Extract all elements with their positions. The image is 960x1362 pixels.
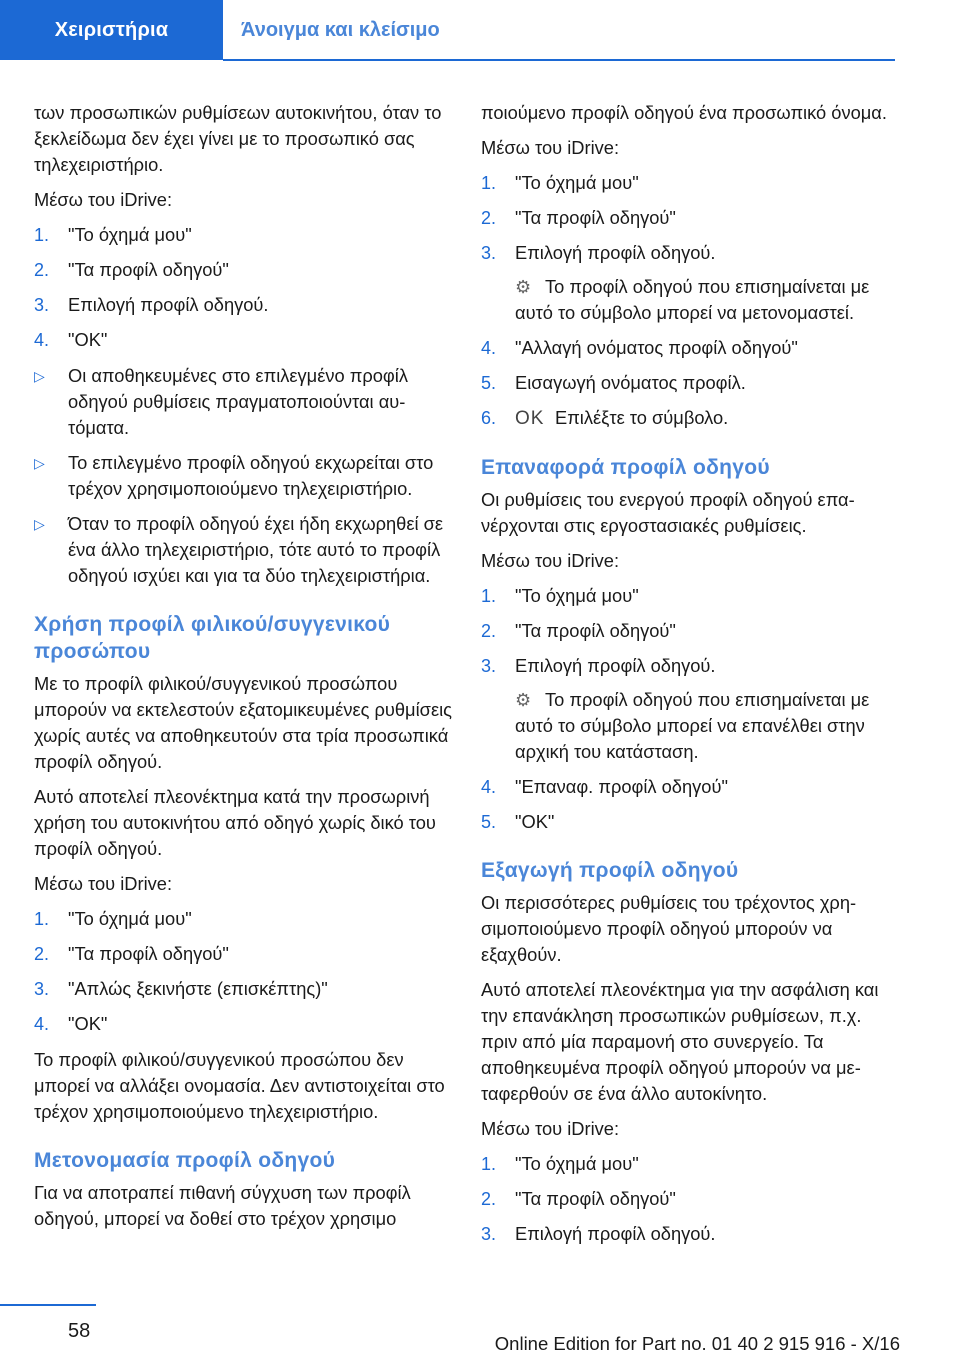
list-item [481,583,901,609]
bullet-text: Οι αποθηκευμένες στο επιλεγμένο προφίλ οδηγού ρυθμίσεις πραγματοποιούνται αυτόματα. [68,365,408,438]
note-text: Το προφίλ οδηγού που επισημαίνεται με αυτό το σύμβολο μπορεί να μετονομαστεί. [515,276,870,323]
step-number: 4. [481,777,497,797]
step-text: "Τα προφίλ οδηγού" [68,943,229,964]
step-text: "Το όχημά μου" [68,224,192,245]
step-number: 4. [34,1014,50,1034]
step-text: "OK" [515,811,555,832]
step-number: 2. [34,260,50,280]
triangle-bullet-icon: ▷ [34,368,45,384]
gear-icon: ⚙ [515,277,532,297]
list-item [481,653,901,765]
bullet-list [34,363,454,589]
list-item [34,941,454,967]
step-number: 1. [34,225,50,245]
numbered-list [34,222,454,353]
header-rule [223,59,895,61]
step-text: "Τα προφίλ οδηγού" [515,620,676,641]
left-column [34,100,454,1241]
list-item [34,292,454,318]
paragraph: Οι ρυθμίσεις του ενεργού προφίλ οδηγού επανέρχονται στις εργοστασιακές ρυθμίσεις. [481,489,855,536]
paragraph: των προσωπικών ρυθμίσεων αυτοκινήτου, όταν το ξεκλείδωμα δεν έχει γίνει με το προσωπικό σας τηλεχειριστήριο. [34,102,442,175]
paragraph: ποιούμενο προφίλ οδηγού ένα προσωπικό όνομα. [481,102,887,123]
step-number: 2. [481,621,497,641]
step-text: "Απλώς ξεκινήστε (επισκέπτης)" [68,978,328,999]
via-idrive-label: Μέσω του iDrive: [481,137,620,158]
step-number: 5. [481,373,497,393]
list-item [34,257,454,283]
step-text: Επιλογή προφίλ οδηγού. [68,294,269,315]
section-heading-reset-profile: Επαναφορά προφίλ οδηγού [481,456,770,479]
section-heading-rename-profile: Μετονομασία προφίλ οδηγού [34,1149,336,1172]
numbered-list [481,583,901,835]
step-text: "Επαναφ. προφίλ οδηγού" [515,776,728,797]
step-text: "Τα προφίλ οδηγού" [515,207,676,228]
list-item [481,1221,901,1247]
bullet-text: Το επιλεγμένο προφίλ οδηγού εκχωρείται στο τρέχον χρησιμοποιούμενο τηλεχειριστήριο. [68,452,434,499]
via-idrive-label: Μέσω του iDrive: [34,189,173,210]
step-number: 3. [481,656,497,676]
paragraph: Με το προφίλ φιλικού/συγγενικού προσώπου μπορούν να εκτελεστούν εξατομικευμένες ρυθμίσεις χωρίς αυτές να αποθηκευτούν στα τρία προσωπικά προφίλ οδηγού. [34,673,452,772]
right-column [481,100,901,1257]
footer-rule [0,1304,96,1306]
list-item [481,205,901,231]
step-number: 2. [481,1189,497,1209]
numbered-list [34,906,454,1037]
note [515,274,901,326]
section-heading-export-profile: Εξαγωγή προφίλ οδηγού [481,859,739,882]
list-item [34,906,454,932]
step-text: Εισαγωγή ονόματος προφίλ. [515,372,746,393]
ok-symbol-icon: OK [515,408,545,429]
list-item [481,618,901,644]
list-item [481,1151,901,1177]
page-number: 58 [68,1320,91,1342]
list-item [481,370,901,396]
step-text: "Το όχημά μου" [515,1153,639,1174]
paragraph: Αυτό αποτελεί πλεονέκτημα κατά την προσωρινή χρήση του αυτοκινήτου από οδηγό χωρίς δικό του προφίλ οδηγού. [34,786,436,859]
step-number: 1. [481,173,497,193]
step-number: 3. [34,979,50,999]
step-text: "Το όχημά μου" [515,172,639,193]
list-item [34,222,454,248]
step-text: "Το όχημά μου" [68,908,192,929]
via-idrive-label: Μέσω του iDrive: [481,550,620,571]
step-number: 6. [481,408,497,428]
section-tab-opening-closing: Άνοιγμα και κλείσιμο [241,18,440,41]
note [515,687,901,765]
note-text: Το προφίλ οδηγού που επισημαίνεται με αυτό το σύμβολο μπορεί να επανέλθει στην αρχική του κατάσταση. [515,689,870,762]
step-text: Επιλογή προφίλ οδηγού. [515,242,716,263]
edition-footer: Online Edition for Part no. 01 40 2 915 916 - X/16 [494,1333,900,1354]
numbered-list [481,1151,901,1247]
list-item [481,240,901,326]
list-item [481,809,901,835]
list-item [34,976,454,1002]
step-number: 3. [481,1224,497,1244]
paragraph: Το προφίλ φιλικού/συγγενικού προσώπου δεν μπορεί να αλλάξει ονομασία. Δεν αντιστοιχείται στο τρέχον χρησιμοποιούμενο τηλεχειριστήριο. [34,1049,445,1122]
step-text: Επιλέξτε το σύμβολο. [555,407,729,428]
paragraph: Αυτό αποτελεί πλεονέκτημα για την ασφάλιση και την επανάκληση προσωπικών ρυθμίσεων, π.χ. πριν από μία παραμονή στο συνεργείο. Τα αποθηκευμένα προφίλ οδηγού μπορούν να μεταφερθούν σε ένα άλλο αυτοκίνητο. [481,979,879,1104]
paragraph: Για να αποτραπεί πιθανή σύγχυση των προφίλ οδηγού, μπορεί να δοθεί στο τρέχον χρησιμο [34,1182,411,1229]
section-tab-controls: Χειριστήρια [0,0,223,60]
paragraph: Οι περισσότερες ρυθμίσεις του τρέχοντος χρησιμοποιούμενο προφίλ οδηγού μπορούν να εξαχθούν. [481,892,857,965]
list-item [481,405,901,432]
list-item [481,170,901,196]
step-text: Επιλογή προφίλ οδηγού. [515,655,716,676]
step-number: 4. [481,338,497,358]
step-number: 1. [481,586,497,606]
step-number: 3. [34,295,50,315]
list-item [481,1186,901,1212]
step-number: 2. [481,208,497,228]
bullet-item [34,450,454,502]
triangle-bullet-icon: ▷ [34,455,45,471]
step-number: 3. [481,243,497,263]
step-number: 1. [481,1154,497,1174]
step-text: "Τα προφίλ οδηγού" [68,259,229,280]
bullet-text: Όταν το προφίλ οδηγού έχει ήδη εκχωρηθεί σε ένα άλλο τηλεχειριστήριο, τότε αυτό το προφίλ οδηγού ισχύει και για τα δύο τηλεχειριστήρια. [68,513,444,586]
step-text: "OK" [68,1013,108,1034]
step-number: 1. [34,909,50,929]
step-text: "OK" [68,329,108,350]
bullet-item [34,511,454,589]
numbered-list [481,170,901,432]
step-number: 4. [34,330,50,350]
page-header [0,0,895,60]
step-number: 5. [481,812,497,832]
via-idrive-label: Μέσω του iDrive: [481,1118,620,1139]
via-idrive-label: Μέσω του iDrive: [34,873,173,894]
step-number: 2. [34,944,50,964]
step-text: "Αλλαγή ονόματος προφίλ οδηγού" [515,337,798,358]
gear-icon: ⚙ [515,690,532,710]
step-text: Επιλογή προφίλ οδηγού. [515,1223,716,1244]
list-item [34,1011,454,1037]
list-item [481,335,901,361]
bullet-item [34,363,454,441]
list-item [481,774,901,800]
list-item [34,327,454,353]
step-text: "Τα προφίλ οδηγού" [515,1188,676,1209]
step-text: "Το όχημά μου" [515,585,639,606]
section-heading-guest-profile: Χρήση προφίλ φιλικού/συγγενικού προσώπου [34,613,391,663]
triangle-bullet-icon: ▷ [34,516,45,532]
